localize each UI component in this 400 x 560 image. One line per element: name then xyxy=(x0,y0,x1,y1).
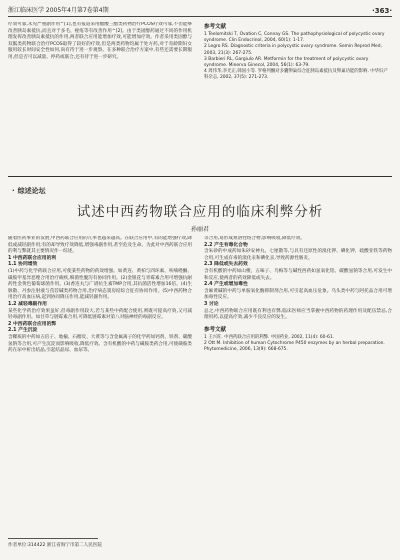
subheading: 2.1 产生沉淀 xyxy=(8,328,38,334)
reference-item: 1 Teelomitski T, Ovation C, Connay GS. The pathophysiological of polycystic ovary syndrome. Clin Endocrinol, 2004, 60(1): 1-17. xyxy=(204,32,385,44)
references-heading-bottom: 参考文献 xyxy=(204,326,227,333)
article-title: 试述中西药物联合应用的临床利弊分析 xyxy=(76,204,324,220)
reference-item: 1 王兴旺. 中西药联合应用的利弊. 中国药业, 2002, 11(4): 60-61. xyxy=(204,334,335,340)
subheading: 1.1 协同增效 xyxy=(8,262,38,268)
body-paragraph: 含麻黄碱的中药与单胺氧化酶抑制剂合用,可引起高血压危象。乌头类中药与阿托品合用可增加毒性反应。 xyxy=(204,288,392,301)
page-number: ·363· xyxy=(372,7,392,15)
body-paragraph: (1)中药与化学药联合应用,可使某些药物的药效增强。如黄连、黄柏与四环素、呋喃唑酮、磺胺甲基异恶唑合用治疗痢疾,细菌性腹泻有协同作用。(2)金银花与青霉素合用可增强抗耐药性金黄色葡萄球菌作用。(3)香连丸与广谱抗生素TMP合用,其抗菌活性增加16倍。(4)生脉散、丹参注射液与莨菪碱类药物合用,治疗病态窦房结综合征有协同作用。(5)中西药物合用治疗高血压病,起到协同降压作用,能减轻副作用。 xyxy=(8,268,192,301)
journal-name: 浙江临床医学 2005年4月第7卷第4期 xyxy=(8,7,109,14)
top-left-column xyxy=(8,22,192,162)
reference-item: 3 Barbieri RL, Gargiulo AR. Metformin for the treatment of polycystic ovary syndrome. Minerva Ginecol, 2004, 56(1): 63-79. xyxy=(204,56,369,69)
subheading: 2.4 产生或增加毒性 xyxy=(204,282,248,288)
body-paragraph: 总之,中西药物联合应用既有利也有弊,临床医师应当掌握中西药物的药理作用及配伍禁忌,合理用药,以提高疗效,减少不良反应的发生。 xyxy=(204,308,392,321)
reference-item: 2 Ott M. Inhibition of human Cytochrome P450 enzymes by an herbal preparation. Phytomedicine, 2006, 13(9): 668-675. xyxy=(204,340,385,353)
subheading: 3 讨论 xyxy=(204,301,219,307)
top-section xyxy=(8,22,392,162)
footnote-rule xyxy=(8,538,98,539)
subheading: 2.3 降低或失去药效 xyxy=(204,262,248,268)
footnote: 作者单位:314422 浙江省海宁市第二人民医院 xyxy=(8,543,103,548)
body-paragraph: 随着医药事业的发展,中西药联合应用的几率也越来越高。在联合应用中,有的能增强疗效,降低或减轻副作用;有的却导致疗效降低,增强毒副作用,甚至危及生命。为此对中西药联合应用的利与弊就其主要情况作一综述。 xyxy=(8,236,192,255)
article-body xyxy=(8,236,392,536)
article-left-column xyxy=(8,236,192,536)
running-header xyxy=(8,6,392,17)
article-right-column xyxy=(204,236,392,536)
top-references xyxy=(204,22,392,162)
article-author: 孙丽君 xyxy=(190,226,209,233)
body-paragraph: 含鞣质的中药如五倍子、地榆、石榴皮、大黄等与含金属离子的化学药如钙剂、铁剂、碳酸氢钠等合用,可产生沉淀而影响吸收,降低疗效。含有机酸的中药与磺胺类药合用,可使磺胺类药在尿中析出结晶,引起结晶尿、血尿等。 xyxy=(8,334,192,354)
reference-item: 4 周伟华,李光正,韩国小等. 罗格列酮对多囊卵巢综合征胰岛素抵抗及卵巢功能的影响. 中华妇产科杂志, 2002, 37(5): 271-273. xyxy=(204,69,388,81)
subheading: 1 中西药联合应用的利 xyxy=(8,255,57,261)
body-paragraph: 含朱砂的中成药如朱砂安神丸、七厘散等,与具有还原性的溴化钾、碘化钾、硫酸亚铁等药物合用,可生成有毒的溴化汞和碘化汞,导致药源性肠炎。 xyxy=(204,249,392,261)
subheading: 1.2 减轻毒副作用 xyxy=(8,301,47,307)
references-heading: 参考文献 xyxy=(204,24,227,30)
body-paragraph: 含有机酸的中药如山楂、五味子、乌梅等与碱性西药如氢氧化铝、碳酸氢钠等合用,可发生中和反应,使两者的药效降低或失去。 xyxy=(204,268,392,281)
subheading: 2.2 产生有毒化合物 xyxy=(204,242,248,248)
body-paragraph: 等合用,易形成难溶性络合物,影响吸收,降低疗效。 xyxy=(204,236,305,241)
subheading: 2 中西药联合应用的弊 xyxy=(8,321,57,327)
section-divider xyxy=(8,176,392,177)
body-paragraph: 某些化学药治疗效果虽好,但毒副作用较大,若与某些中药配合使用,则既可提高疗效,又可减轻毒副作用。如甘草与链霉素合用,可降低链霉素对第八对脑神经的毒副反应。 xyxy=(8,308,192,321)
reference-item: 2 Legro RS. Diagnostic criteria in polycystic ovary syndrome. Semin Reprod Med, 2003, 21(3): 267-275. xyxy=(204,44,382,56)
section-label: · 综述论坛 xyxy=(12,186,46,196)
top-left-paragraph: 疗效可靠,未见严重副作用^[1],也有报道采用醋酸三醋类药物治疗PCOS疗效可靠,不但能够改善胰岛素抵抗,而且对于多毛、痤疮等有改善作用^[2]。由于类固醇药通过不同的作用机理发挥改善胰岛素抵抗的作用,两者联合应用能增加疗效,可能增加疗效。作者采用类固醇与双胍类药物联合治疗PCOS取得了较好的疗效,但是两类药物均属于处方药,对于育龄期妇女服用较长时间安全性如何,尚有待于进一步观察。在多种联合治疗方案中,有些还需要长期服用,但是否可以减量、停药或联合,还有待于进一步研究。 xyxy=(8,22,192,60)
